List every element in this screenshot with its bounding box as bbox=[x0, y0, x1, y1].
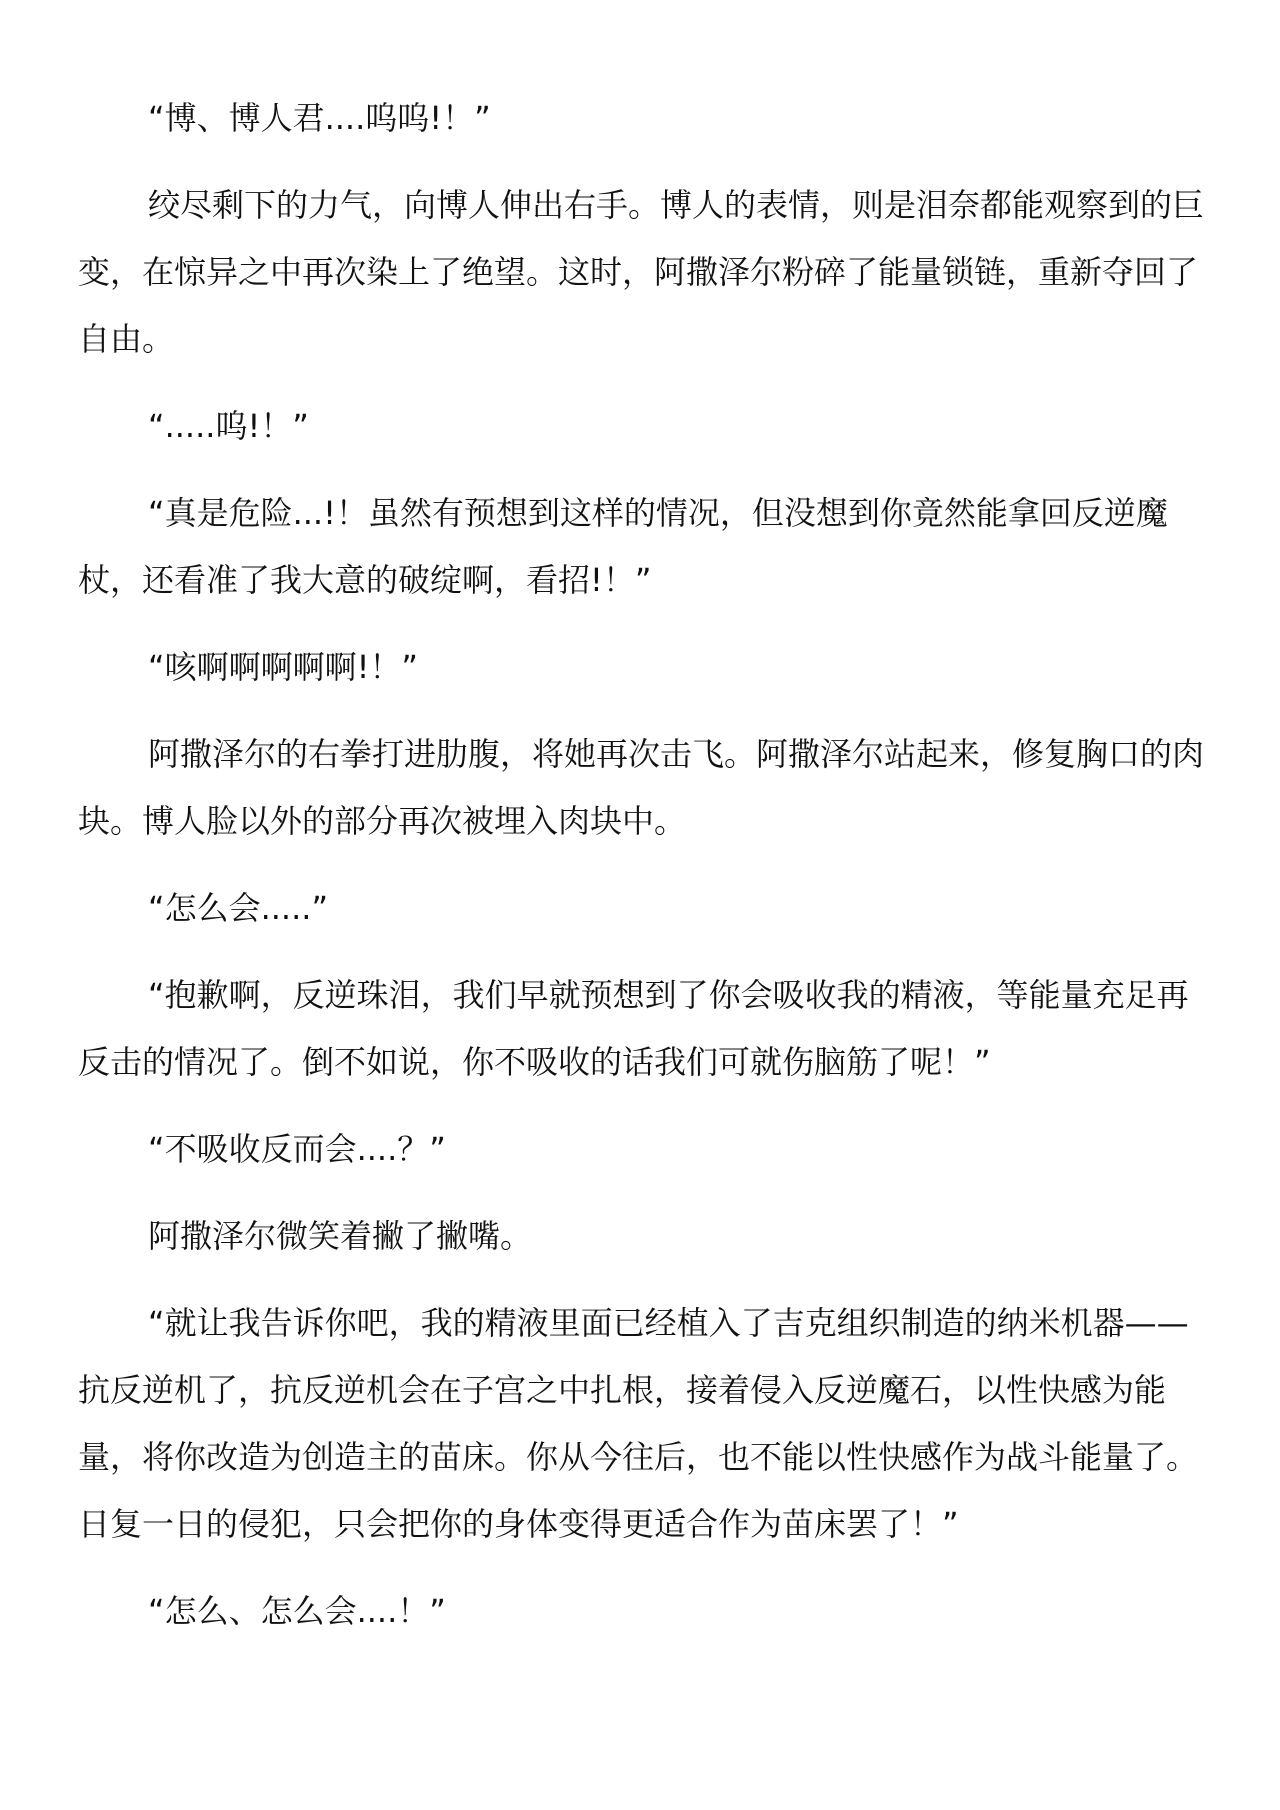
paragraph-7: “怎么会.....” bbox=[148, 889, 329, 927]
paragraph-6: 阿撒泽尔的右拳打进肋腹，将她再次击飞。阿撒泽尔站起来，修复胸口的肉块。博人脸以外的部分再次被埋入肉块中。 bbox=[78, 735, 1205, 840]
paragraph-3: “.....呜!！” bbox=[148, 407, 309, 445]
paragraph-5: “咳啊啊啊啊啊!！” bbox=[148, 648, 418, 686]
paragraph-10: 阿撒泽尔微笑着撇了撇嘴。 bbox=[148, 1217, 533, 1255]
paragraph-9: “不吸收反而会....？” bbox=[148, 1130, 446, 1168]
paragraph-12: “怎么、怎么会....！” bbox=[148, 1592, 446, 1630]
paragraph-2: 绞尽剩下的力气，向博人伸出右手。博人的表情，则是泪奈都能观察到的巨变，在惊异之中再次染上了绝望。这时，阿撒泽尔粉碎了能量锁链，重新夺回了自由。 bbox=[78, 186, 1205, 358]
paragraph-8: “抱歉啊，反逆珠泪，我们早就预想到了你会吸收我的精液，等能量充足再反击的情况了。倒不如说，你不吸收的话我们可就伤脑筋了呢！” bbox=[78, 976, 1189, 1081]
paragraph-11: “就让我告诉你吧，我的精液里面已经植入了吉克组织制造的纳米机器——抗反逆机了，抗反逆机会在子宫之中扎根，接着侵入反逆魔石，以性快感为能量，将你改造为创造主的苗床。你从今往后，也不能以性快感作为战斗能量了。日复一日的侵犯，只会把你的身体变得更适合作为苗床罢了！” bbox=[78, 1304, 1199, 1543]
paragraph-4: “真是危险...!！虽然有预想到这样的情况，但没想到你竟然能拿回反逆魔杖，还看准了我大意的破绽啊，看招!！” bbox=[78, 494, 1168, 599]
paragraph-1: “博、博人君....呜呜!！” bbox=[148, 99, 491, 137]
